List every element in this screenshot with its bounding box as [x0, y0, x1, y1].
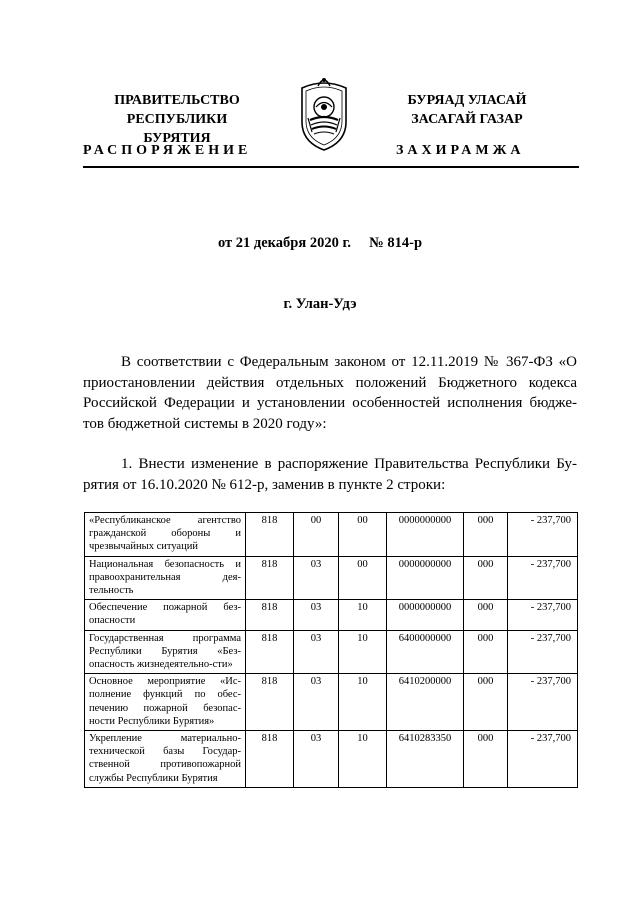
- table-cell: Обеспечение пожарной без-опасности: [85, 600, 246, 630]
- table-cell: 0000000000: [387, 513, 464, 557]
- header-left-line1: ПРАВИТЕЛЬСТВО: [114, 93, 240, 108]
- document-city: г. Улан-Удэ: [283, 296, 357, 312]
- table-cell: Национальная безопасность и правоохранительная дея-тельность: [85, 556, 246, 600]
- table-cell: 000: [464, 513, 508, 557]
- table-cell: 818: [246, 674, 294, 731]
- order-title-bur: ЗАХИРАМЖА: [396, 143, 525, 158]
- table-cell: 00: [339, 556, 387, 600]
- table-cell: 818: [246, 731, 294, 788]
- table-cell: 10: [339, 600, 387, 630]
- table-cell: 818: [246, 556, 294, 600]
- table-row: [85, 556, 578, 600]
- header-rule: [83, 166, 579, 168]
- table-cell: 00: [339, 513, 387, 557]
- table-cell: 000: [464, 731, 508, 788]
- table-cell: 000: [464, 630, 508, 674]
- table-cell: 03: [294, 556, 339, 600]
- document-number: № 814-р: [369, 235, 423, 251]
- header-left-line2: РЕСПУБЛИКИ БУРЯТИЯ: [126, 112, 228, 146]
- table-cell: 03: [294, 600, 339, 630]
- header-left: [92, 91, 262, 148]
- table-cell: 818: [246, 600, 294, 630]
- header-right: [382, 91, 552, 129]
- budget-table-grid: [84, 512, 578, 788]
- table-cell: Укрепление материально-технической базы Государ-ственной противопожарной службы Республики Бурятия: [85, 731, 246, 788]
- coat-of-arms-icon: [296, 74, 352, 152]
- body-paragraph-2: 1. Внести изменение в распоряжение Правительства Республики Бу-рятия от 16.10.2020 № 612-р, заменив в пункте 2 строки:: [83, 456, 577, 493]
- table-cell: 818: [246, 513, 294, 557]
- table-cell: Государственная программа Республики Бурятия «Без-опасность жизнедеятельно-сти»: [85, 630, 246, 674]
- document-date-line: [0, 235, 640, 252]
- body-paragraph-1: В соответствии с Федеральным законом от 12.11.2019 № 367-ФЗ «О приостановлении действия отдельных положений Бюджетного кодекса Российской Федерации и установлении особенностей исполнения бюдже-тов бюджетной системы в 2020 году»:: [83, 354, 577, 432]
- coat-of-arms-svg: [296, 74, 352, 152]
- table-cell: 03: [294, 630, 339, 674]
- table-cell: 0000000000: [387, 556, 464, 600]
- table-cell: 0000000000: [387, 600, 464, 630]
- table-cell: 6410283350: [387, 731, 464, 788]
- table-row: [85, 513, 578, 557]
- table-cell: - 237,700: [508, 600, 578, 630]
- table-cell: 6410200000: [387, 674, 464, 731]
- table-row: [85, 674, 578, 731]
- table-cell: Основное мероприятие «Ис-полнение функций по обес-печению пожарной безопас-ности Республики Бурятия»: [85, 674, 246, 731]
- order-title-ru: РАСПОРЯЖЕНИЕ: [83, 143, 252, 158]
- table-cell: 03: [294, 674, 339, 731]
- table-row: [85, 630, 578, 674]
- table-cell: «Республиканское агентство гражданской обороны и чрезвычайных ситуаций: [85, 513, 246, 557]
- table-cell: - 237,700: [508, 630, 578, 674]
- table-cell: 000: [464, 600, 508, 630]
- budget-table: [84, 512, 577, 788]
- table-cell: 00: [294, 513, 339, 557]
- table-cell: 818: [246, 630, 294, 674]
- table-row: [85, 731, 578, 788]
- table-cell: 000: [464, 556, 508, 600]
- table-row: [85, 600, 578, 630]
- table-cell: 000: [464, 674, 508, 731]
- header-right-line2: ЗАСАГАЙ ГАЗАР: [411, 112, 523, 127]
- table-cell: - 237,700: [508, 513, 578, 557]
- table-cell: 6400000000: [387, 630, 464, 674]
- table-cell: - 237,700: [508, 556, 578, 600]
- table-cell: 10: [339, 674, 387, 731]
- header-right-line1: БУРЯАД УЛАСАЙ: [407, 93, 527, 108]
- table-cell: - 237,700: [508, 731, 578, 788]
- table-cell: 03: [294, 731, 339, 788]
- table-cell: - 237,700: [508, 674, 578, 731]
- table-cell: 10: [339, 731, 387, 788]
- document-date: от 21 декабря 2020 г.: [217, 235, 352, 251]
- table-cell: 10: [339, 630, 387, 674]
